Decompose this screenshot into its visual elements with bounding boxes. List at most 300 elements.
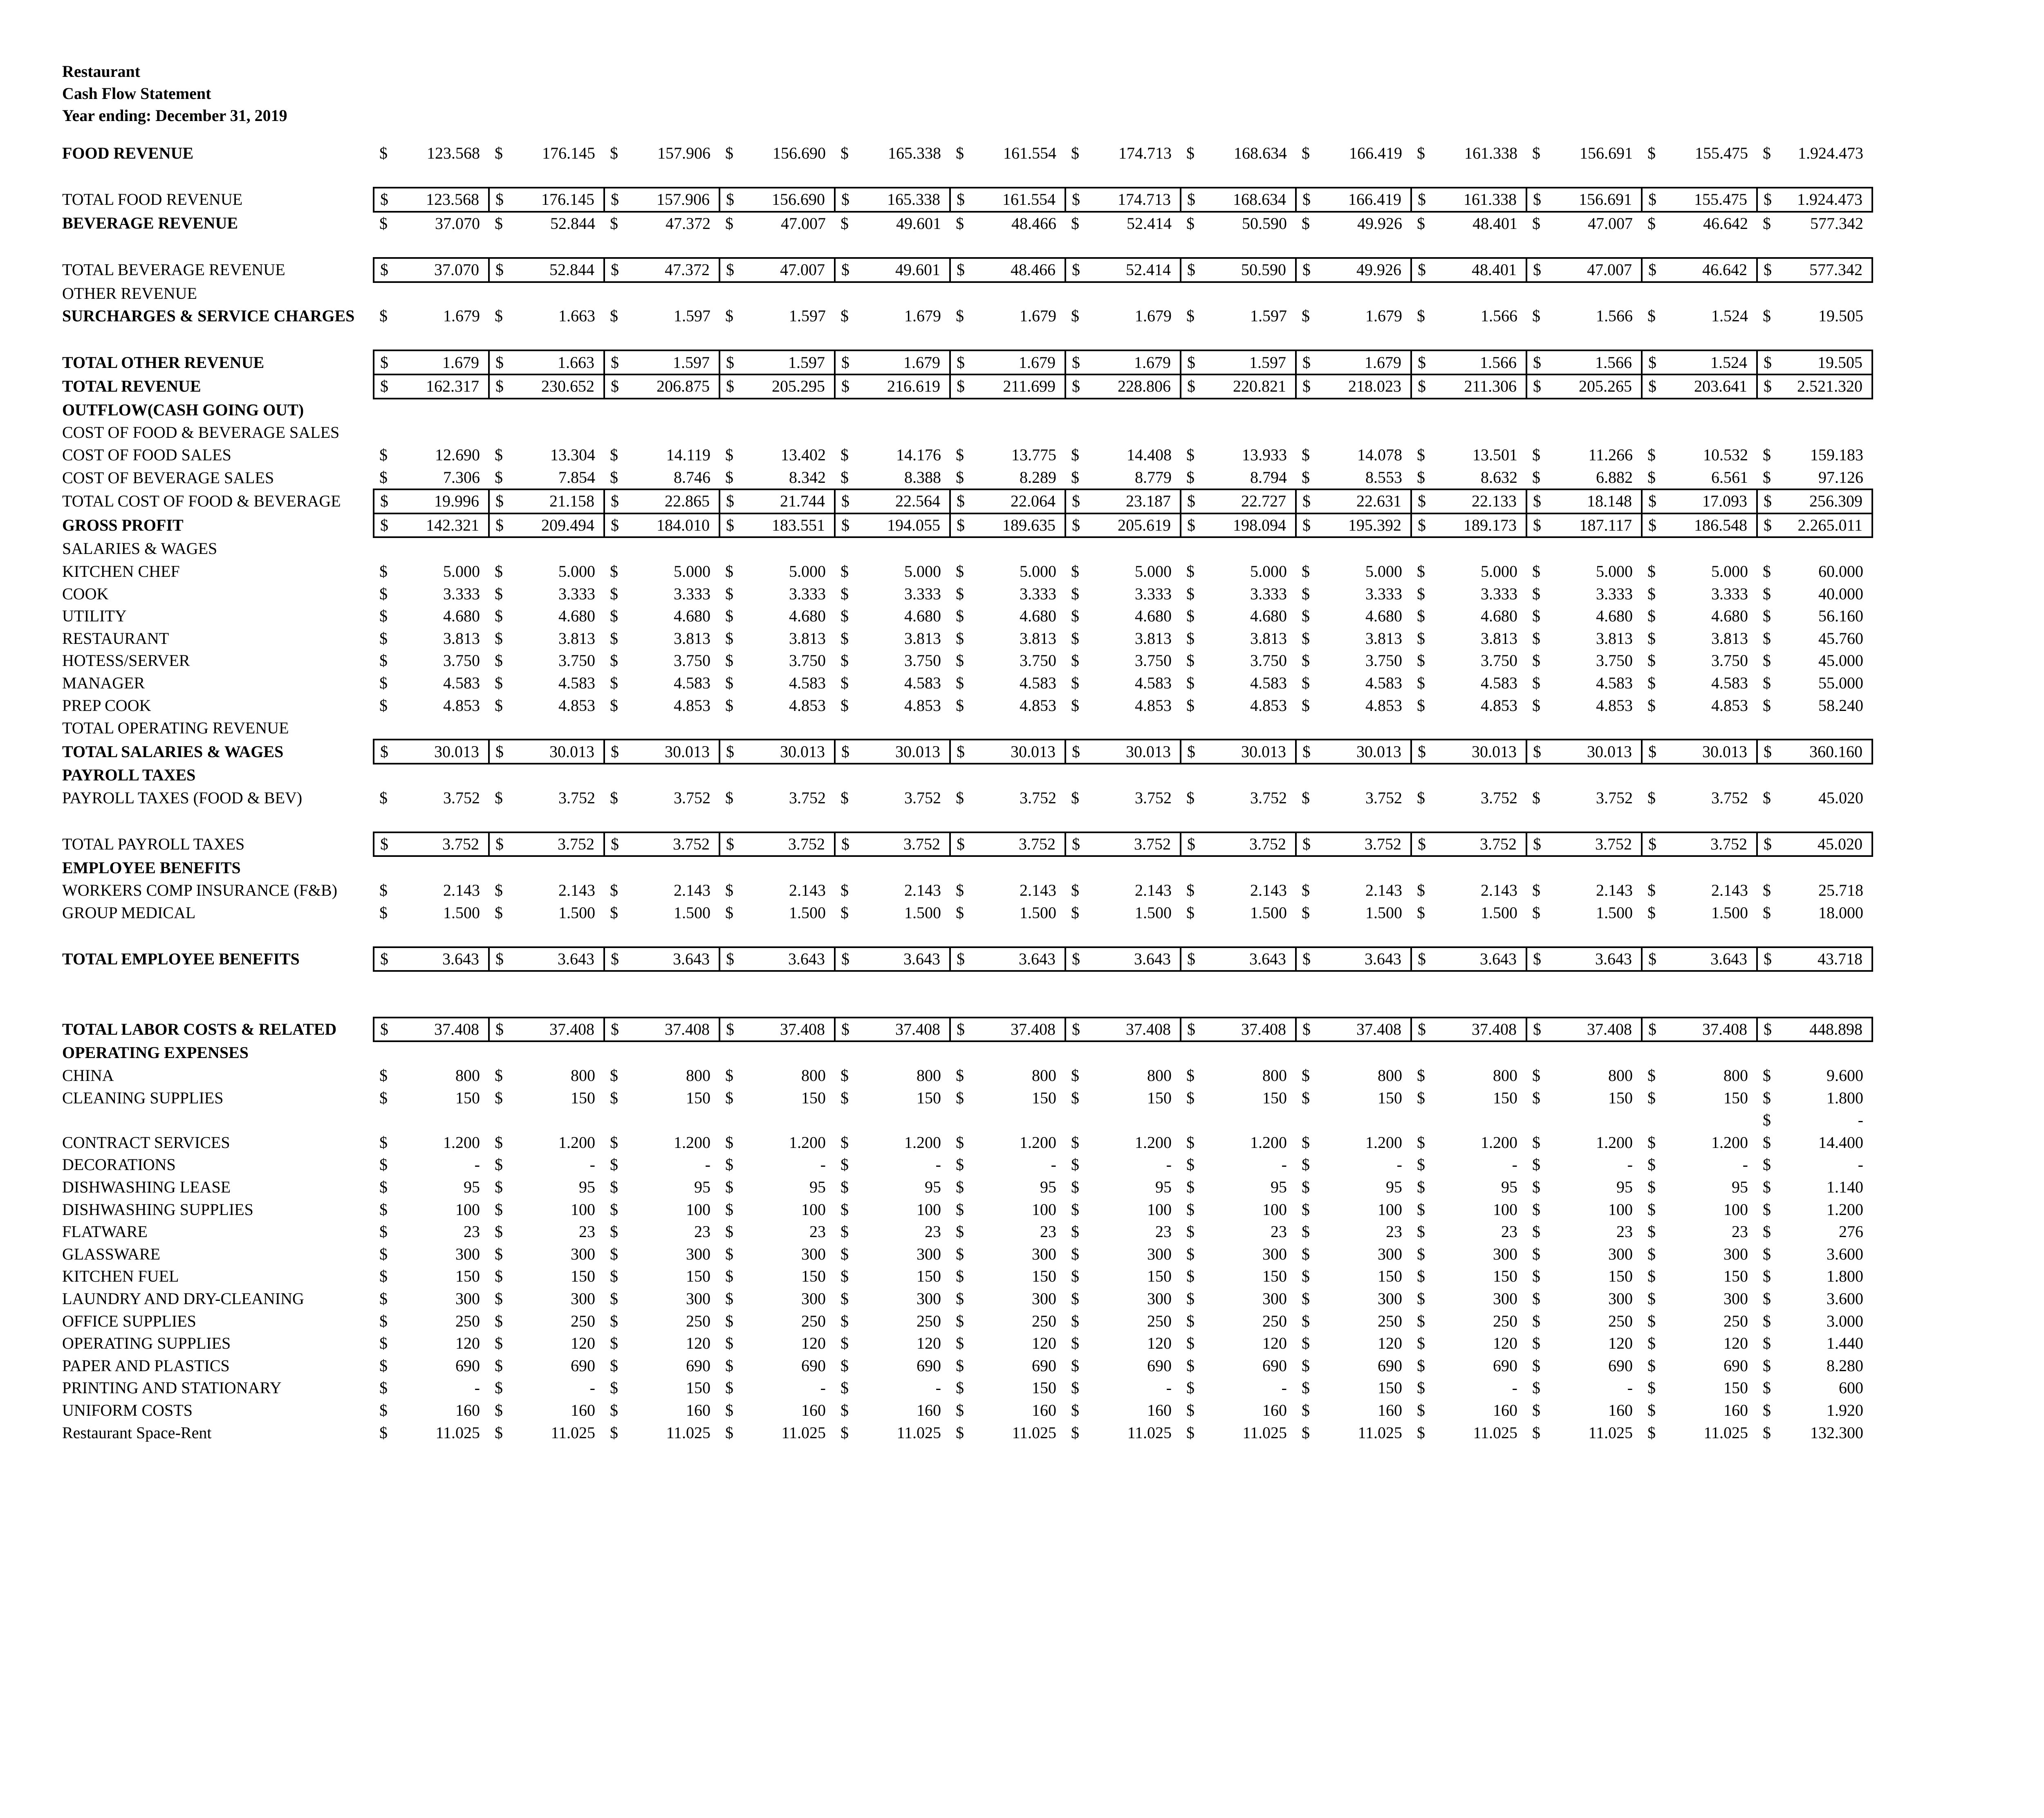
annual-total-cell bbox=[1781, 235, 1872, 258]
annual-total-cell: 19.505 bbox=[1818, 307, 1863, 325]
month-value-cell: 3.752 bbox=[1320, 832, 1411, 856]
currency-symbol: $ bbox=[379, 307, 388, 325]
month-value-cell: 21.744 bbox=[743, 489, 835, 513]
currency-symbol: $ bbox=[1526, 350, 1550, 374]
currency-symbol: $ bbox=[840, 1088, 849, 1107]
currency-symbol: $ bbox=[610, 214, 618, 233]
currency-symbol: $ bbox=[1417, 1178, 1425, 1197]
month-value-cell: 2.143 bbox=[1250, 881, 1287, 900]
month-value-cell bbox=[513, 282, 604, 305]
currency-symbol: $ bbox=[1296, 832, 1320, 856]
currency-symbol: $ bbox=[1302, 1401, 1310, 1419]
month-value-cell bbox=[628, 399, 719, 422]
month-value-cell bbox=[1665, 717, 1757, 740]
currency-symbol: $ bbox=[1186, 307, 1195, 325]
month-value-cell: 176.145 bbox=[542, 144, 595, 163]
month-value-cell bbox=[397, 1041, 489, 1065]
month-value-cell: - bbox=[1396, 1155, 1402, 1174]
currency-symbol: $ bbox=[725, 1311, 733, 1330]
month-value-cell bbox=[1435, 994, 1526, 1018]
month-value-cell: 2.143 bbox=[904, 881, 941, 900]
currency-symbol: $ bbox=[1647, 1088, 1656, 1107]
currency-symbol: $ bbox=[1071, 1356, 1079, 1375]
currency-symbol: $ bbox=[1186, 1222, 1195, 1241]
currency-symbol: $ bbox=[379, 1244, 388, 1263]
currency-symbol: $ bbox=[1302, 1222, 1310, 1241]
month-value-cell bbox=[1435, 165, 1526, 188]
month-value-cell: 8.746 bbox=[674, 468, 710, 486]
row-label: TOTAL LABOR COSTS & RELATED bbox=[62, 1020, 337, 1038]
currency-symbol: $ bbox=[725, 1178, 733, 1197]
currency-symbol: $ bbox=[1186, 1244, 1195, 1263]
currency-symbol: $ bbox=[1757, 350, 1781, 374]
currency-symbol: $ bbox=[840, 1379, 849, 1397]
currency-symbol: $ bbox=[610, 629, 618, 648]
currency-symbol: $ bbox=[610, 1133, 618, 1152]
currency-symbol: $ bbox=[840, 1289, 849, 1308]
month-value-cell: 250 bbox=[1147, 1311, 1172, 1330]
currency-symbol bbox=[1526, 282, 1550, 305]
month-value-cell bbox=[1435, 235, 1526, 258]
month-value-cell: 7.854 bbox=[558, 468, 595, 486]
currency-symbol: $ bbox=[604, 513, 628, 538]
currency-symbol: $ bbox=[1642, 1018, 1665, 1042]
currency-symbol: $ bbox=[840, 144, 849, 163]
month-value-cell: 3.750 bbox=[1596, 651, 1633, 670]
month-value-cell: 95 bbox=[694, 1178, 710, 1197]
annual-total-cell: 2.521.320 bbox=[1781, 374, 1872, 399]
month-value-cell bbox=[513, 809, 604, 832]
currency-symbol bbox=[1526, 809, 1550, 832]
currency-symbol: $ bbox=[379, 562, 388, 581]
currency-symbol bbox=[1757, 717, 1781, 740]
currency-symbol: $ bbox=[950, 947, 974, 971]
currency-symbol: $ bbox=[374, 350, 397, 374]
currency-symbol: $ bbox=[950, 350, 974, 374]
currency-symbol: $ bbox=[604, 258, 628, 282]
currency-symbol: $ bbox=[725, 562, 733, 581]
month-value-cell: 37.408 bbox=[1550, 1018, 1642, 1042]
month-value-cell: 22.564 bbox=[858, 489, 950, 513]
month-value-cell bbox=[513, 1041, 604, 1065]
month-value-cell: 205.265 bbox=[1550, 374, 1642, 399]
currency-symbol: $ bbox=[489, 374, 513, 399]
month-value-cell: 37.070 bbox=[435, 214, 480, 233]
currency-symbol bbox=[1757, 856, 1781, 879]
month-value-cell bbox=[974, 971, 1065, 994]
month-value-cell: 250 bbox=[1378, 1311, 1402, 1330]
currency-symbol: $ bbox=[374, 947, 397, 971]
currency-symbol: $ bbox=[1181, 188, 1204, 212]
currency-symbol: $ bbox=[1532, 1334, 1540, 1353]
row-label: COST OF BEVERAGE SALES bbox=[62, 468, 274, 487]
month-value-cell: 1.500 bbox=[674, 903, 710, 922]
currency-symbol: $ bbox=[379, 468, 388, 486]
month-value-cell bbox=[1550, 1041, 1642, 1065]
month-value-cell: 37.408 bbox=[513, 1018, 604, 1042]
month-value-cell: 11.025 bbox=[1127, 1423, 1172, 1442]
currency-symbol: $ bbox=[1763, 607, 1771, 625]
currency-symbol: $ bbox=[1763, 214, 1771, 233]
currency-symbol bbox=[489, 165, 513, 188]
month-value-cell bbox=[1320, 809, 1411, 832]
month-value-cell: 211.699 bbox=[974, 374, 1065, 399]
currency-symbol: $ bbox=[1186, 446, 1195, 464]
month-value-cell: 160 bbox=[1032, 1401, 1056, 1419]
row-label: TOTAL EMPLOYEE BENEFITS bbox=[62, 950, 300, 968]
currency-symbol: $ bbox=[1065, 258, 1089, 282]
currency-symbol bbox=[1065, 421, 1089, 444]
currency-symbol bbox=[1181, 924, 1204, 947]
month-value-cell: 690 bbox=[686, 1356, 710, 1375]
currency-symbol: $ bbox=[1071, 1200, 1079, 1219]
month-value-cell bbox=[1665, 421, 1757, 444]
month-value-cell: 160 bbox=[455, 1401, 480, 1419]
month-value-cell bbox=[628, 327, 719, 351]
currency-symbol: $ bbox=[719, 350, 743, 374]
currency-symbol bbox=[1411, 399, 1435, 422]
currency-symbol bbox=[1642, 717, 1665, 740]
currency-symbol: $ bbox=[1647, 696, 1656, 715]
currency-symbol: $ bbox=[379, 1311, 388, 1330]
month-value-cell: 800 bbox=[455, 1066, 480, 1085]
currency-symbol: $ bbox=[1071, 1155, 1079, 1174]
currency-symbol: $ bbox=[1186, 144, 1195, 163]
month-value-cell: 4.583 bbox=[1020, 673, 1056, 692]
month-value-cell: - bbox=[1627, 1155, 1633, 1174]
table-row bbox=[62, 560, 1872, 583]
month-value-cell: 160 bbox=[1608, 1401, 1633, 1419]
currency-symbol bbox=[489, 537, 513, 560]
month-value-cell bbox=[1550, 327, 1642, 351]
currency-symbol bbox=[835, 856, 858, 879]
currency-symbol bbox=[1757, 537, 1781, 560]
currency-symbol: $ bbox=[1181, 374, 1204, 399]
currency-symbol: $ bbox=[1417, 1334, 1425, 1353]
month-value-cell: 11.025 bbox=[1588, 1423, 1633, 1442]
month-value-cell bbox=[1089, 1041, 1181, 1065]
table-row bbox=[62, 188, 1872, 212]
currency-symbol: $ bbox=[950, 374, 974, 399]
currency-symbol bbox=[719, 764, 743, 787]
month-value-cell bbox=[628, 717, 719, 740]
currency-symbol bbox=[374, 165, 397, 188]
month-value-cell bbox=[1435, 809, 1526, 832]
currency-symbol: $ bbox=[1763, 1267, 1771, 1286]
table-row bbox=[62, 1065, 1872, 1087]
currency-symbol: $ bbox=[840, 1200, 849, 1219]
month-value-cell bbox=[1204, 764, 1296, 787]
currency-symbol bbox=[1526, 235, 1550, 258]
month-value-cell: 250 bbox=[801, 1311, 826, 1330]
currency-symbol: $ bbox=[1417, 1155, 1425, 1174]
currency-symbol bbox=[1296, 399, 1320, 422]
month-value-cell: 120 bbox=[571, 1334, 595, 1353]
cash-flow-table bbox=[62, 142, 1873, 1444]
currency-symbol bbox=[950, 809, 974, 832]
month-value-cell: 300 bbox=[917, 1289, 941, 1308]
month-value-cell: - bbox=[589, 1155, 595, 1174]
currency-symbol: $ bbox=[1532, 1289, 1540, 1308]
month-value-cell bbox=[628, 421, 719, 444]
currency-symbol bbox=[1757, 399, 1781, 422]
month-value-cell: 800 bbox=[1262, 1066, 1287, 1085]
currency-symbol: $ bbox=[956, 881, 964, 900]
currency-symbol bbox=[950, 971, 974, 994]
month-value-cell: 1.679 bbox=[1089, 350, 1181, 374]
currency-symbol: $ bbox=[1417, 1244, 1425, 1263]
row-label: COST OF FOOD SALES bbox=[62, 446, 231, 464]
currency-symbol: $ bbox=[1647, 214, 1656, 233]
month-value-cell: 690 bbox=[917, 1356, 941, 1375]
month-value-cell: 300 bbox=[1724, 1289, 1748, 1308]
currency-symbol: $ bbox=[840, 214, 849, 233]
month-value-cell: 150 bbox=[571, 1267, 595, 1286]
currency-symbol: $ bbox=[1526, 832, 1550, 856]
month-value-cell: 690 bbox=[1724, 1356, 1748, 1375]
currency-symbol: $ bbox=[1186, 1423, 1195, 1442]
month-value-cell bbox=[743, 924, 835, 947]
month-value-cell bbox=[858, 399, 950, 422]
table-row bbox=[62, 1332, 1872, 1355]
month-value-cell: 100 bbox=[1378, 1200, 1402, 1219]
currency-symbol: $ bbox=[1065, 188, 1089, 212]
annual-total-cell bbox=[1781, 764, 1872, 787]
month-value-cell bbox=[858, 327, 950, 351]
month-value-cell: - bbox=[1166, 1379, 1172, 1397]
currency-symbol bbox=[1757, 1041, 1781, 1065]
currency-symbol bbox=[835, 165, 858, 188]
annual-total-cell: 19.505 bbox=[1781, 350, 1872, 374]
month-value-cell bbox=[513, 764, 604, 787]
month-value-cell: 22.865 bbox=[628, 489, 719, 513]
month-value-cell: 5.000 bbox=[1365, 562, 1402, 581]
row-label bbox=[62, 235, 374, 258]
annual-total-cell bbox=[1781, 717, 1872, 740]
annual-total-cell: 8.280 bbox=[1827, 1356, 1863, 1375]
month-value-cell bbox=[1089, 421, 1181, 444]
month-value-cell bbox=[743, 1041, 835, 1065]
currency-symbol: $ bbox=[1763, 1200, 1771, 1219]
month-value-cell: 218.023 bbox=[1320, 374, 1411, 399]
currency-symbol bbox=[489, 1041, 513, 1065]
month-value-cell bbox=[1435, 1041, 1526, 1065]
currency-symbol: $ bbox=[956, 1379, 964, 1397]
company-name: Restaurant bbox=[62, 62, 141, 81]
currency-symbol: $ bbox=[1071, 1311, 1079, 1330]
currency-symbol: $ bbox=[1763, 144, 1771, 163]
currency-symbol bbox=[1296, 1041, 1320, 1065]
currency-symbol: $ bbox=[725, 903, 733, 922]
month-value-cell bbox=[1204, 994, 1296, 1018]
annual-total-cell: 360.160 bbox=[1781, 740, 1872, 764]
month-value-cell: 100 bbox=[1493, 1200, 1517, 1219]
month-value-cell bbox=[1435, 717, 1526, 740]
month-value-cell: 800 bbox=[1608, 1066, 1633, 1085]
currency-symbol: $ bbox=[1065, 740, 1089, 764]
month-value-cell: 1.500 bbox=[1481, 903, 1517, 922]
table-row bbox=[62, 1221, 1872, 1243]
month-value-cell: 100 bbox=[917, 1200, 941, 1219]
currency-symbol bbox=[719, 421, 743, 444]
currency-symbol: $ bbox=[374, 188, 397, 212]
month-value-cell: 150 bbox=[801, 1267, 826, 1286]
month-value-cell: 8.794 bbox=[1250, 468, 1287, 486]
annual-total-cell bbox=[1781, 399, 1872, 422]
month-value-cell: 2.143 bbox=[674, 881, 710, 900]
currency-symbol: $ bbox=[1296, 258, 1320, 282]
month-value-cell: 1.679 bbox=[1365, 307, 1402, 325]
month-value-cell: 4.680 bbox=[443, 607, 480, 625]
month-value-cell: 4.680 bbox=[1135, 607, 1172, 625]
currency-symbol bbox=[374, 856, 397, 879]
month-value-cell: 5.000 bbox=[1596, 562, 1633, 581]
month-value-cell: 95 bbox=[1155, 1178, 1172, 1197]
currency-symbol: $ bbox=[1417, 1356, 1425, 1375]
currency-symbol: $ bbox=[956, 1178, 964, 1197]
month-value-cell: 100 bbox=[1724, 1200, 1748, 1219]
currency-symbol: $ bbox=[1647, 1200, 1656, 1219]
statement-title: Cash Flow Statement bbox=[62, 84, 211, 103]
currency-symbol bbox=[719, 399, 743, 422]
month-value-cell bbox=[1204, 399, 1296, 422]
currency-symbol: $ bbox=[495, 1244, 503, 1263]
month-value-cell bbox=[858, 856, 950, 879]
currency-symbol: $ bbox=[495, 468, 503, 486]
currency-symbol: $ bbox=[1181, 513, 1204, 538]
currency-symbol: $ bbox=[956, 1222, 964, 1241]
month-value-cell: 1.679 bbox=[1320, 350, 1411, 374]
currency-symbol bbox=[950, 282, 974, 305]
month-value-cell bbox=[397, 399, 489, 422]
month-value-cell: 1.500 bbox=[1365, 903, 1402, 922]
month-value-cell: 228.806 bbox=[1089, 374, 1181, 399]
month-value-cell bbox=[858, 717, 950, 740]
currency-symbol: $ bbox=[1302, 1200, 1310, 1219]
currency-symbol: $ bbox=[1647, 1267, 1656, 1286]
currency-symbol bbox=[489, 282, 513, 305]
month-value-cell: 22.133 bbox=[1435, 489, 1526, 513]
currency-symbol: $ bbox=[1763, 881, 1771, 900]
month-value-cell: 800 bbox=[1378, 1066, 1402, 1085]
currency-symbol: $ bbox=[1647, 1289, 1656, 1308]
month-value-cell: 120 bbox=[1147, 1334, 1172, 1353]
currency-symbol bbox=[1411, 856, 1435, 879]
currency-symbol: $ bbox=[1526, 374, 1550, 399]
currency-symbol bbox=[1526, 924, 1550, 947]
month-value-cell: 23.187 bbox=[1089, 489, 1181, 513]
month-value-cell: 3.752 bbox=[904, 788, 941, 807]
month-value-cell: 3.752 bbox=[1365, 788, 1402, 807]
currency-symbol: $ bbox=[379, 1222, 388, 1241]
currency-symbol: $ bbox=[1065, 489, 1089, 513]
month-value-cell bbox=[1665, 856, 1757, 879]
month-value-cell: 123.568 bbox=[397, 188, 489, 212]
currency-symbol bbox=[374, 1109, 397, 1132]
currency-symbol: $ bbox=[1647, 788, 1656, 807]
currency-symbol: $ bbox=[1417, 673, 1425, 692]
currency-symbol: $ bbox=[835, 489, 858, 513]
month-value-cell: 23 bbox=[1616, 1222, 1633, 1241]
table-row bbox=[62, 282, 1872, 305]
month-value-cell: 23 bbox=[1155, 1222, 1172, 1241]
month-value-cell: 1.200 bbox=[1596, 1133, 1633, 1152]
currency-symbol: $ bbox=[1302, 1356, 1310, 1375]
month-value-cell bbox=[1089, 717, 1181, 740]
currency-symbol bbox=[1411, 971, 1435, 994]
month-value-cell bbox=[743, 399, 835, 422]
month-value-cell: 3.813 bbox=[1365, 629, 1402, 648]
annual-total-cell bbox=[1781, 421, 1872, 444]
month-value-cell bbox=[1089, 856, 1181, 879]
row-label: DISHWASHING LEASE bbox=[62, 1178, 231, 1197]
currency-symbol bbox=[1642, 282, 1665, 305]
currency-symbol bbox=[489, 856, 513, 879]
month-value-cell: 156.690 bbox=[773, 144, 826, 163]
month-value-cell: 168.634 bbox=[1234, 144, 1287, 163]
currency-symbol: $ bbox=[1186, 629, 1195, 648]
row-label: CHINA bbox=[62, 1066, 114, 1085]
month-value-cell: 300 bbox=[455, 1289, 480, 1308]
month-value-cell: 1.597 bbox=[1204, 350, 1296, 374]
currency-symbol: $ bbox=[956, 788, 964, 807]
currency-symbol bbox=[1065, 235, 1089, 258]
currency-symbol: $ bbox=[956, 1155, 964, 1174]
month-value-cell: 150 bbox=[917, 1267, 941, 1286]
month-value-cell: 3.752 bbox=[1711, 788, 1748, 807]
currency-symbol bbox=[950, 165, 974, 188]
month-value-cell: 23 bbox=[1386, 1222, 1402, 1241]
month-value-cell bbox=[743, 235, 835, 258]
month-value-cell: 150 bbox=[1262, 1088, 1287, 1107]
currency-symbol: $ bbox=[610, 788, 618, 807]
month-value-cell: 165.338 bbox=[858, 188, 950, 212]
currency-symbol: $ bbox=[1302, 562, 1310, 581]
month-value-cell: 4.853 bbox=[1711, 696, 1748, 715]
annual-total-cell: 132.300 bbox=[1810, 1423, 1863, 1442]
month-value-cell: 23 bbox=[1501, 1222, 1517, 1241]
currency-symbol: $ bbox=[1302, 307, 1310, 325]
month-value-cell: 216.619 bbox=[858, 374, 950, 399]
month-value-cell bbox=[1089, 327, 1181, 351]
currency-symbol bbox=[604, 809, 628, 832]
currency-symbol: $ bbox=[610, 1356, 618, 1375]
currency-symbol: $ bbox=[379, 1401, 388, 1419]
currency-symbol bbox=[1411, 165, 1435, 188]
currency-symbol: $ bbox=[379, 1423, 388, 1442]
currency-symbol: $ bbox=[835, 832, 858, 856]
month-value-cell: 160 bbox=[1493, 1401, 1517, 1419]
currency-symbol: $ bbox=[379, 788, 388, 807]
month-value-cell: 11.025 bbox=[666, 1423, 710, 1442]
month-value-cell: 52.414 bbox=[1127, 214, 1172, 233]
month-value-cell: 150 bbox=[801, 1088, 826, 1107]
month-value-cell: 2.143 bbox=[558, 881, 595, 900]
month-value-cell: 800 bbox=[1032, 1066, 1056, 1085]
currency-symbol bbox=[374, 971, 397, 994]
month-value-cell bbox=[1089, 994, 1181, 1018]
currency-symbol: $ bbox=[374, 489, 397, 513]
month-value-cell bbox=[743, 537, 835, 560]
month-value-cell: 3.643 bbox=[858, 947, 950, 971]
currency-symbol bbox=[604, 399, 628, 422]
currency-symbol: $ bbox=[379, 1155, 388, 1174]
month-value-cell: 37.408 bbox=[974, 1018, 1065, 1042]
currency-symbol: $ bbox=[725, 468, 733, 486]
month-value-cell: 11.025 bbox=[1358, 1423, 1402, 1442]
currency-symbol: $ bbox=[1186, 214, 1195, 233]
currency-symbol: $ bbox=[610, 903, 618, 922]
